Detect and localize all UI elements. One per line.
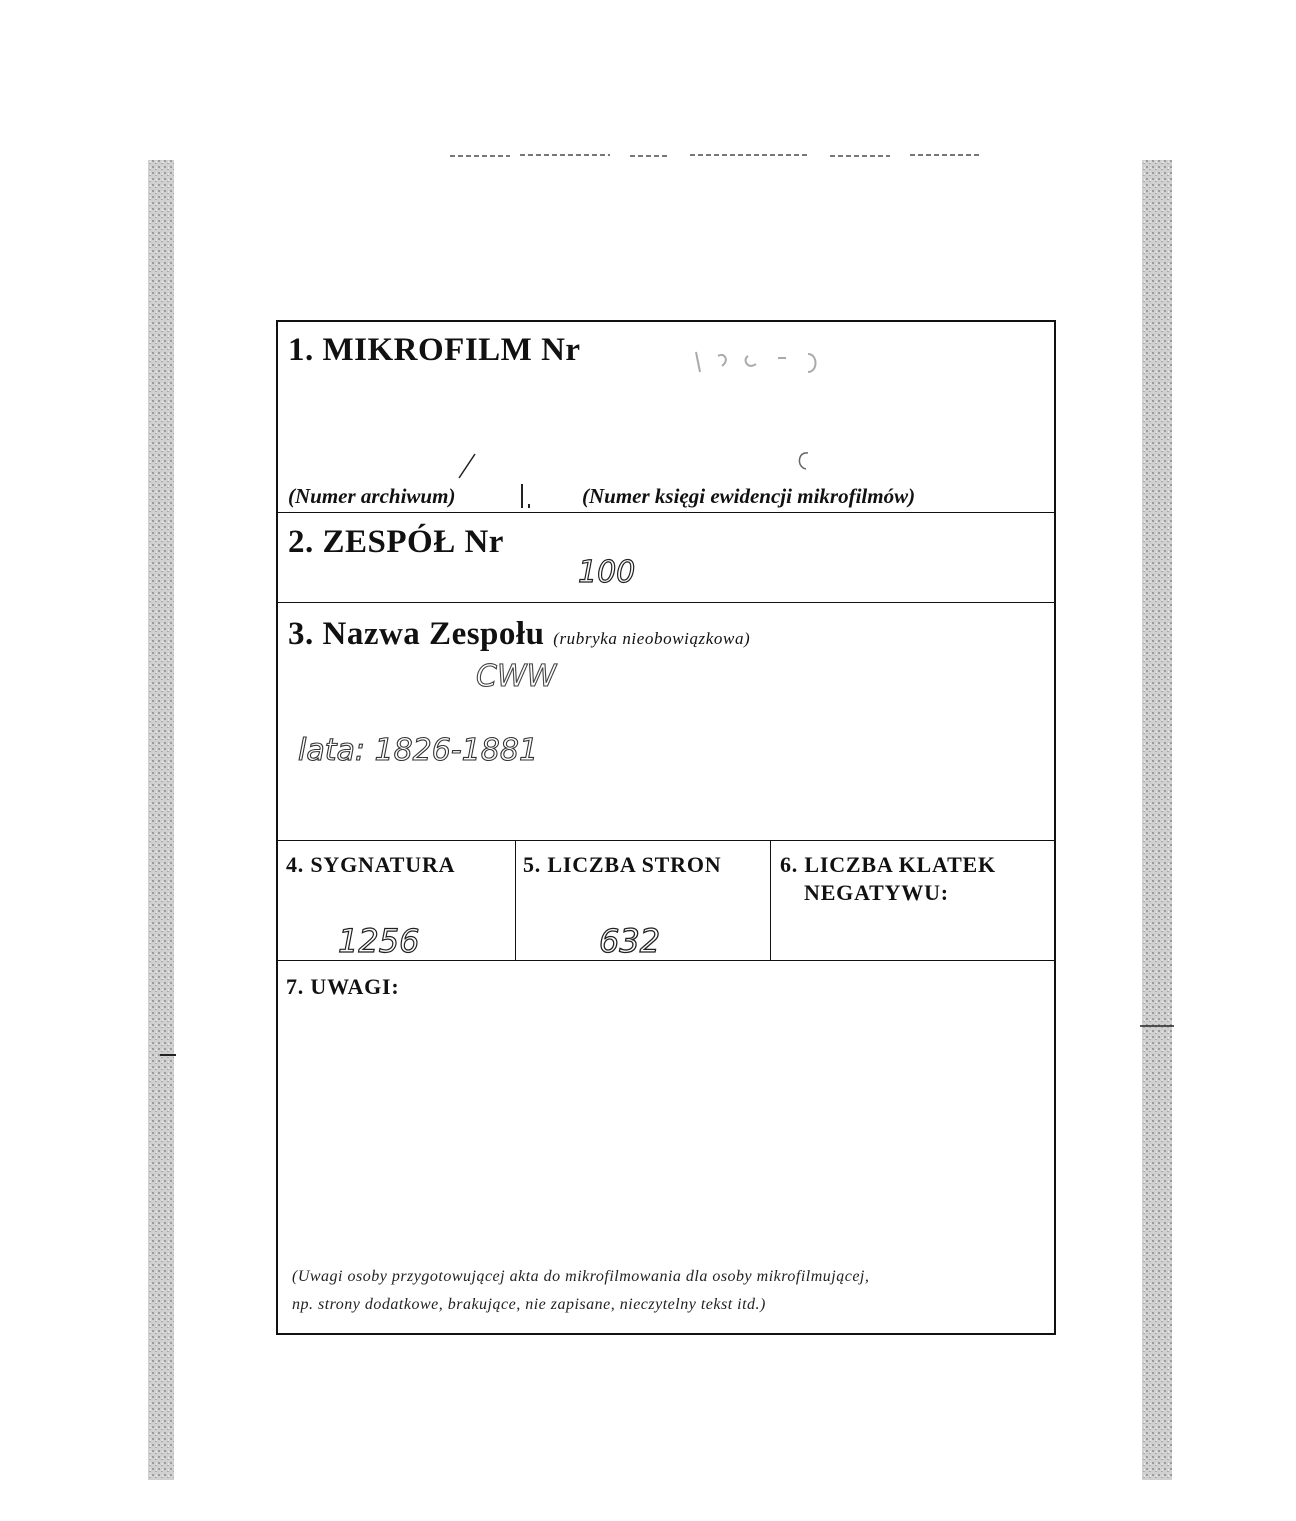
svg-text:CWW: CWW [476,659,557,694]
fonds-name-title: 3. Nazwa Zespołu [288,616,545,652]
handwritten-page-count [599,918,699,960]
frame-count-cell [770,840,1054,960]
frame-count-label-line1: 6. LICZBA KLATEK [780,852,996,877]
handwritten-signature-number [338,918,458,960]
remarks-instructions [292,1263,1052,1319]
svg-text:lata: 1826-1881: lata: 1826-1881 [298,733,539,768]
handwritten-ledger-number [790,447,820,475]
ledger-number-caption: (Numer księgi ewidencji mikrofilmów) [582,484,916,508]
archive-number-caption: (Numer archiwum) [288,484,456,508]
svg-text:1256: 1256 [338,922,420,960]
signature-label: 4. SYGNATURA [286,852,456,877]
divider-mark [516,482,536,512]
page-count-cell [515,840,771,960]
scan-artifact-dashes [300,148,1000,167]
microfilm-number-label: 1. MIKROFILM Nr [288,332,581,368]
handwritten-archive-number [453,450,483,482]
svg-text:632: 632 [599,922,661,960]
section-details [278,840,1054,961]
fonds-number-label: 2. ZESPÓŁ Nr [288,524,504,560]
signature-cell [278,840,516,960]
fonds-name-optional-note: (rubryka nieobowiązkowa) [553,629,751,648]
section-microfilm-number [278,322,1054,513]
page-count-label: 5. LICZBA STRON [523,852,722,877]
film-edge-right [1140,160,1170,1480]
section-fonds-number [278,512,1054,603]
microfilm-form [276,320,1056,1335]
remarks-instructions-line2: np. strony dodatkowe, brakujące, nie zapisane, nieczytelny tekst itd.) [292,1296,766,1313]
faint-stamp-marks [688,342,848,382]
remarks-instructions-line1: (Uwagi osoby przygotowującej akta do mikrofilmowania dla osoby mikrofilmującej, [292,1268,870,1285]
handwritten-fonds-number [578,552,668,592]
remarks-label: 7. UWAGI: [286,974,400,999]
handwritten-years [298,724,618,774]
frame-count-label-line2: NEGATYWU: [804,880,949,905]
handwritten-fonds-name [476,656,596,696]
section-remarks [278,960,1054,1333]
film-edge-left [146,160,176,1480]
fonds-name-label [288,616,750,653]
svg-text:100: 100 [578,555,636,590]
section-fonds-name [278,602,1054,841]
